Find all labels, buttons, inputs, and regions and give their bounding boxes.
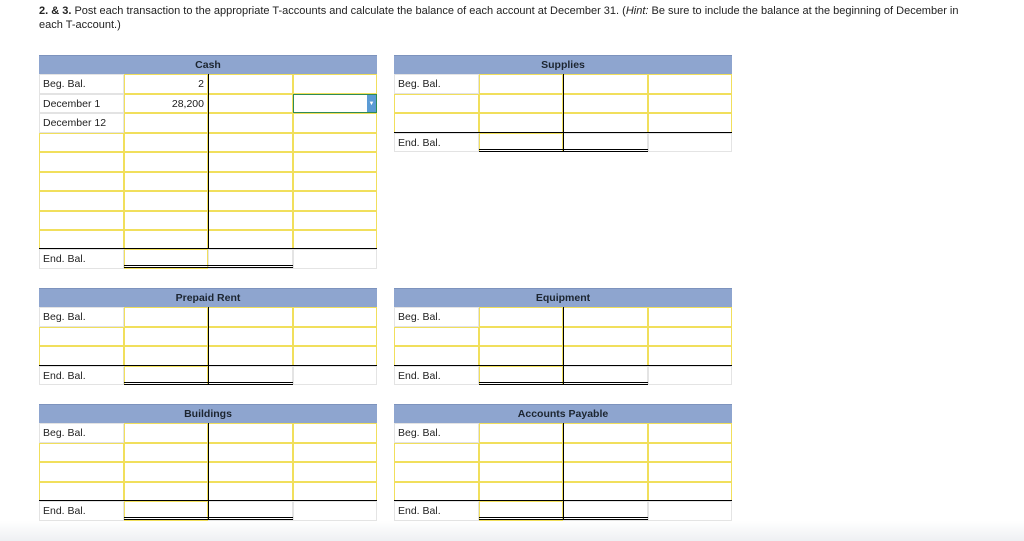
accounts-payable-entry-credit[interactable]	[648, 443, 732, 463]
buildings-end-blank	[293, 501, 377, 521]
buildings-entry-label[interactable]	[39, 443, 124, 463]
equipment-beg-debit[interactable]	[479, 307, 563, 327]
supplies-end-label: End. Bal.	[394, 133, 479, 153]
cash-entry-credit-label[interactable]	[208, 191, 293, 211]
accounts-payable-beg-credit-label[interactable]	[563, 423, 648, 443]
t-account-buildings	[39, 404, 377, 521]
cash-entry-debit[interactable]	[124, 230, 208, 250]
cash-dec12-debit[interactable]	[124, 113, 208, 133]
end-balance-double-rule	[479, 149, 648, 152]
cash-entry-debit[interactable]	[124, 191, 208, 211]
t-account-equipment	[394, 288, 732, 388]
equipment-end-blank	[648, 366, 732, 386]
end-balance-double-rule	[479, 382, 648, 385]
t-horizontal-rule	[394, 365, 732, 366]
prepaid-rent-beg-label: Beg. Bal.	[39, 307, 124, 327]
cash-entry-credit[interactable]	[293, 133, 377, 153]
equipment-entry-credit-label[interactable]	[563, 346, 648, 366]
accounts-payable-entry-credit-label[interactable]	[563, 443, 648, 463]
accounts-payable-beg-debit[interactable]	[479, 423, 563, 443]
prepaid-rent-entry-credit[interactable]	[293, 346, 377, 366]
cash-dec1-credit[interactable]	[208, 94, 293, 114]
accounts-payable-entry-credit-label[interactable]	[563, 482, 648, 502]
buildings-entry-credit-label[interactable]	[208, 482, 293, 502]
hint-text: Be sure to include the balance at the beginning of December in	[648, 5, 959, 17]
supplies-entry-label[interactable]	[394, 113, 479, 133]
instruction-text: Post each transaction to the appropriate T-accounts and calculate the balance of each account at December 31. (	[71, 5, 626, 17]
buildings-beg-debit[interactable]	[124, 423, 208, 443]
prepaid-rent-entry-credit[interactable]	[293, 327, 377, 347]
buildings-entry-credit[interactable]	[293, 443, 377, 463]
prepaid-rent-entry-label[interactable]	[39, 346, 124, 366]
equipment-beg-credit[interactable]	[648, 307, 732, 327]
cash-title: Cash	[39, 55, 377, 74]
cash-entry-credit-label[interactable]	[208, 230, 293, 250]
buildings-entry-label[interactable]	[39, 482, 124, 502]
prepaid-rent-beg-credit[interactable]	[293, 307, 377, 327]
cash-entry-label[interactable]	[39, 191, 124, 211]
chevron-down-icon[interactable]: ▼	[367, 95, 376, 113]
prepaid-rent-entry-credit-label[interactable]	[208, 346, 293, 366]
t-vertical-rule	[208, 74, 209, 249]
buildings-entry-credit-label[interactable]	[208, 462, 293, 482]
cash-entry-debit[interactable]	[124, 133, 208, 153]
prepaid-rent-entry-label[interactable]	[39, 327, 124, 347]
accounts-payable-beg-label: Beg. Bal.	[394, 423, 479, 443]
end-balance-double-rule	[479, 517, 648, 520]
cash-entry-credit-label[interactable]	[208, 172, 293, 192]
equipment-beg-credit-label[interactable]	[563, 307, 648, 327]
end-balance-double-rule	[124, 265, 293, 268]
equipment-entry-label[interactable]	[394, 346, 479, 366]
accounts-payable-beg-credit[interactable]	[648, 423, 732, 443]
prepaid-rent-title: Prepaid Rent	[39, 288, 377, 307]
t-vertical-rule	[563, 74, 564, 152]
equipment-entry-credit-label[interactable]	[563, 327, 648, 347]
accounts-payable-entry-label[interactable]	[394, 443, 479, 463]
equipment-entry-debit[interactable]	[479, 327, 563, 347]
instruction-number: 2. & 3.	[39, 5, 72, 17]
cash-entry-debit[interactable]	[124, 172, 208, 192]
cash-entry-credit[interactable]	[293, 191, 377, 211]
buildings-entry-debit[interactable]	[124, 462, 208, 482]
t-horizontal-rule	[39, 248, 377, 249]
cash-dec12-credit[interactable]	[293, 113, 377, 133]
buildings-entry-label[interactable]	[39, 462, 124, 482]
cash-entry-debit[interactable]	[124, 152, 208, 172]
cash-dec1-debit[interactable]: 28,200	[124, 94, 208, 114]
supplies-beg-label: Beg. Bal.	[394, 74, 479, 94]
cash-beg-debit[interactable]: 2	[124, 74, 208, 94]
t-vertical-rule	[208, 423, 209, 520]
cash-dec1-credit-select[interactable]	[293, 94, 377, 114]
t-account-supplies	[394, 55, 732, 155]
accounts-payable-end-blank	[648, 501, 732, 521]
accounts-payable-entry-credit-label[interactable]	[563, 462, 648, 482]
buildings-entry-debit[interactable]	[124, 443, 208, 463]
buildings-beg-label: Beg. Bal.	[39, 423, 124, 443]
buildings-entry-debit[interactable]	[124, 482, 208, 502]
supplies-beg-credit[interactable]	[648, 74, 732, 94]
instruction-line2: each T-account.)	[39, 19, 121, 31]
cash-entry-label[interactable]	[39, 172, 124, 192]
supplies-entry-label[interactable]	[394, 94, 479, 114]
supplies-beg-debit[interactable]	[479, 74, 563, 94]
prepaid-rent-entry-debit[interactable]	[124, 327, 208, 347]
cash-dec12-credit-label[interactable]	[208, 113, 293, 133]
buildings-entry-credit[interactable]	[293, 482, 377, 502]
cash-dec1-label: December 1	[39, 94, 124, 114]
cash-entry-credit-label[interactable]	[208, 133, 293, 153]
equipment-end-label: End. Bal.	[394, 366, 479, 386]
equipment-beg-label: Beg. Bal.	[394, 307, 479, 327]
supplies-entry-credit-label[interactable]	[563, 113, 648, 133]
t-account-cash	[39, 55, 377, 270]
cash-dec12-label: December 12	[39, 113, 124, 133]
t-vertical-rule	[563, 307, 564, 385]
accounts-payable-entry-label[interactable]	[394, 462, 479, 482]
end-balance-double-rule	[124, 382, 293, 385]
equipment-entry-credit[interactable]	[648, 346, 732, 366]
accounts-payable-entry-credit[interactable]	[648, 462, 732, 482]
buildings-end-label: End. Bal.	[39, 501, 124, 521]
supplies-entry-debit[interactable]	[479, 113, 563, 133]
buildings-entry-credit[interactable]	[293, 462, 377, 482]
prepaid-rent-end-blank	[293, 366, 377, 386]
prepaid-rent-beg-credit-label[interactable]	[208, 307, 293, 327]
buildings-entry-credit-label[interactable]	[208, 443, 293, 463]
cash-entry-label[interactable]	[39, 230, 124, 250]
buildings-title: Buildings	[39, 404, 377, 423]
cash-end-label: End. Bal.	[39, 249, 124, 269]
accounts-payable-end-label: End. Bal.	[394, 501, 479, 521]
supplies-title: Supplies	[394, 55, 732, 74]
cash-entry-credit-label[interactable]	[208, 211, 293, 231]
equipment-title: Equipment	[394, 288, 732, 307]
cash-entry-label[interactable]	[39, 133, 124, 153]
t-horizontal-rule	[394, 500, 732, 501]
cash-end-blank	[293, 249, 377, 269]
cash-entry-credit[interactable]	[293, 152, 377, 172]
cash-beg-label: Beg. Bal.	[39, 74, 124, 94]
accounts-payable-entry-credit[interactable]	[648, 482, 732, 502]
t-horizontal-rule	[39, 500, 377, 501]
supplies-end-blank	[648, 133, 732, 153]
t-account-accounts-payable	[394, 404, 732, 521]
end-balance-double-rule	[124, 517, 293, 520]
prepaid-rent-end-label: End. Bal.	[39, 366, 124, 386]
cash-entry-credit-label[interactable]	[208, 152, 293, 172]
cash-entry-label[interactable]	[39, 211, 124, 231]
t-horizontal-rule	[394, 132, 732, 133]
bottom-fade	[0, 521, 1024, 541]
cash-entry-debit[interactable]	[124, 211, 208, 231]
prepaid-rent-entry-debit[interactable]	[124, 346, 208, 366]
prepaid-rent-beg-debit[interactable]	[124, 307, 208, 327]
cash-entry-credit[interactable]	[293, 230, 377, 250]
buildings-beg-credit[interactable]	[293, 423, 377, 443]
supplies-entry-credit[interactable]	[648, 113, 732, 133]
t-horizontal-rule	[39, 365, 377, 366]
instructions	[39, 4, 1024, 32]
supplies-entry-credit[interactable]	[648, 94, 732, 114]
equipment-entry-credit[interactable]	[648, 327, 732, 347]
supplies-entry-credit-label[interactable]	[563, 94, 648, 114]
accounts-payable-entry-debit[interactable]	[479, 462, 563, 482]
supplies-beg-credit-label[interactable]	[563, 74, 648, 94]
accounts-payable-entry-debit[interactable]	[479, 443, 563, 463]
cash-entry-credit[interactable]	[293, 211, 377, 231]
supplies-entry-debit[interactable]	[479, 94, 563, 114]
hint-label: Hint:	[625, 5, 649, 17]
cash-entry-credit[interactable]	[293, 172, 377, 192]
t-account-prepaid-rent	[39, 288, 377, 388]
t-vertical-rule	[563, 423, 564, 520]
accounts-payable-entry-debit[interactable]	[479, 482, 563, 502]
cash-entry-label[interactable]	[39, 152, 124, 172]
prepaid-rent-entry-credit-label[interactable]	[208, 327, 293, 347]
cash-beg-credit[interactable]	[293, 74, 377, 94]
buildings-beg-credit-label[interactable]	[208, 423, 293, 443]
accounts-payable-title: Accounts Payable	[394, 404, 732, 423]
t-vertical-rule	[208, 307, 209, 385]
accounts-payable-entry-label[interactable]	[394, 482, 479, 502]
equipment-entry-debit[interactable]	[479, 346, 563, 366]
equipment-entry-label[interactable]	[394, 327, 479, 347]
cash-beg-credit-label[interactable]	[208, 74, 293, 94]
